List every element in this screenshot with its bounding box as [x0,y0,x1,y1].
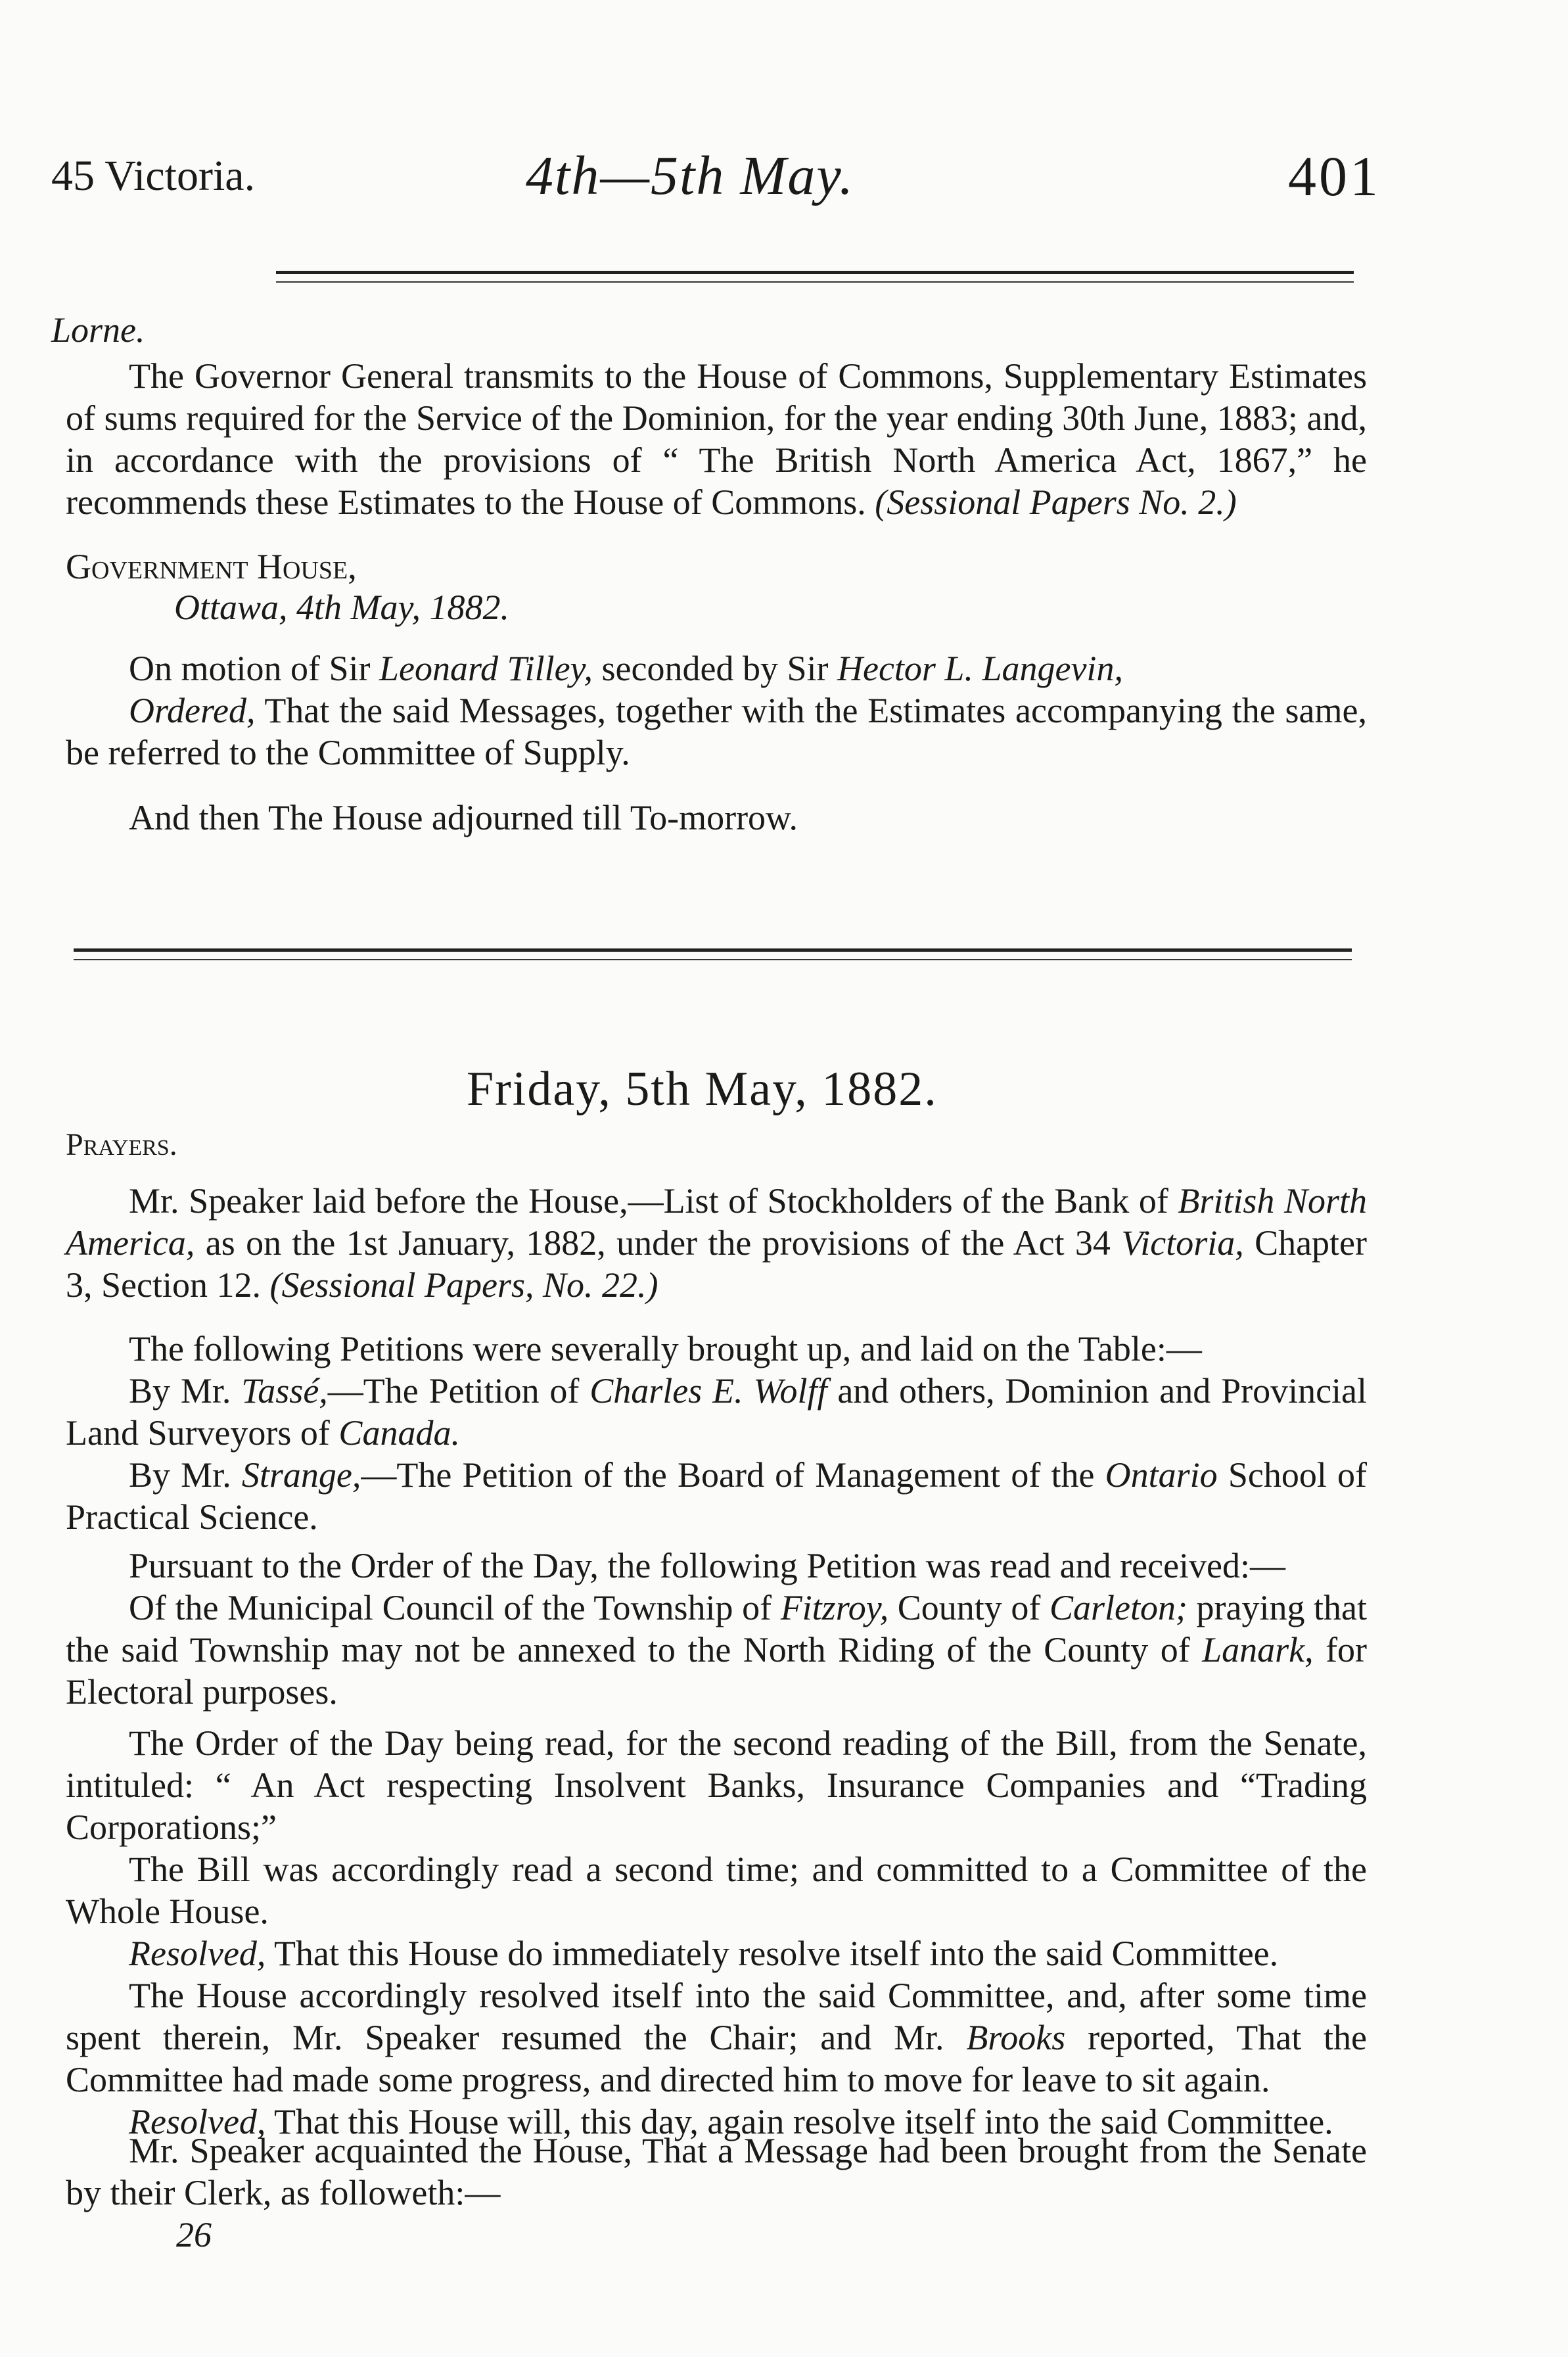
petitions-intro: The following Petitions were severally brought up, and laid on the Table:— [129,1329,1202,1368]
adjournment: And then The House adjourned till To-morrow. [129,798,798,837]
petition-1-member: Tassé, [241,1371,328,1411]
message-signature: Lorne. [51,310,145,350]
message-body [66,355,1367,523]
day-heading: Friday, 5th May, 1882. [467,1062,938,1116]
committee-report-a: The House accordingly resolved itself into the said Committee, and, after some time spent therein, Mr. Speaker resumed the Chair; and Mr. [66,1976,1367,2057]
motion-mid: seconded by Sir [601,649,829,688]
order-petition-intro: Pursuant to the Order of the Day, the following Petition was read and received:— [129,1546,1286,1585]
running-head-session: 45 Victoria. [51,152,256,200]
petitions-block [66,1328,1367,1538]
order-petition-e: praying that the said Township may not be annexed to the North Riding of the County of [66,1588,1368,1669]
section-rule [74,948,1352,952]
petition-1-place: Canada. [338,1413,460,1453]
petition-2-prefix: By Mr. [129,1455,231,1495]
running-head-dates: 4th—5th May. [526,145,854,206]
motion-mover: Leonard Tilley, [379,649,593,688]
page-number: 401 [1288,145,1381,208]
speaker-list-e: Chapter 3, Section 12. [66,1223,1368,1305]
speaker-list-c: as on the 1st January, 1882, under the provisions of the Act 34 [205,1223,1111,1263]
section-rule-thin [74,959,1352,960]
petition-2-place: Ontario [1105,1455,1218,1495]
resolved-2-text: That this House will, this day, again resolve itself into the said Committee. [273,2102,1333,2141]
bill-second-reading: The Order of the Day being read, for the second reading of the Bill, from the Senate, intituled: “ An Act respecting Insolvent Banks, Insurance Companies and “Trading Corporations;” [66,1723,1367,1847]
committee-reporter: Brooks [966,2018,1066,2057]
speaker-list-ref: (Sessional Papers, No. 22.) [269,1265,658,1305]
petition-2-member: Strange, [241,1455,361,1495]
message-place: Government House, [66,547,357,586]
ordered-label: Ordered, [129,691,256,730]
motion-seconder: Hector L. Langevin, [837,649,1123,688]
speaker-list [66,1180,1367,1306]
order-petition-g: for Electoral purposes. [66,1630,1368,1712]
speaker-list-victoria: Victoria, [1121,1223,1244,1263]
order-petition-block [66,1545,1367,1713]
message-dateline: Ottawa, 4th May, 1882. [174,588,509,627]
order-petition-lanark: Lanark, [1202,1630,1314,1669]
petition-1-prefix: By Mr. [129,1371,231,1411]
speaker-list-bank: British North America, [66,1181,1368,1263]
petition-1-text-2: and others, Dominion and Provincial Land Surveyors of [66,1371,1368,1453]
message-body-text: The Governor General transmits to the House of Commons, Supplementary Estimates of sums required for the Service of the Dominion, for the year ending 30th June, 1883; and, in accordance with the provisions of “ The British North America Act, 1867,” he recommends these Estimates to the House of Commons. [66,356,1367,522]
signature-mark: 26 [176,2215,212,2254]
resolved-2-label: Resolved, [129,2102,266,2141]
order-petition-a: Of the Municipal Council of the Township of [129,1588,772,1627]
resolved-1-text: That this House do immediately resolve itself into the said Committee. [273,1934,1279,1973]
prayers-label: Prayers. [66,1127,177,1162]
bill-block [66,1722,1367,2143]
header-rule [276,271,1354,274]
senate-message-block [66,2130,1367,2214]
petition-2-text: —The Petition of the Board of Management of the [361,1455,1095,1495]
header-rule-thin [276,281,1354,283]
order-petition-c: County of [897,1588,1041,1627]
speaker-list-a: Mr. Speaker laid before the House,—List of Stockholders of the Bank of [129,1181,1168,1221]
order-petition-township: Fitzroy, [780,1588,889,1627]
committee-report-b: reported, That the Committee had made some progress, and directed him to move for leave to sit again. [66,2018,1368,2099]
resolved-1-label: Resolved, [129,1934,266,1973]
order-petition-county: Carleton; [1049,1588,1188,1627]
ordered-text: That the said Messages, together with the Estimates accompanying the same, be referred to the Committee of Supply. [66,691,1367,772]
motion-prefix: On motion of Sir [129,649,371,688]
petition-1-petitioner: Charles E. Wolff [589,1371,827,1411]
bill-committed: The Bill was accordingly read a second time; and committed to a Committee of the Whole House. [66,1850,1367,1931]
message-reference: (Sessional Papers No. 2.) [875,482,1237,522]
petition-2-text-2: School of Practical Science. [66,1455,1367,1537]
petition-1-text: —The Petition of [327,1371,580,1411]
senate-message: Mr. Speaker acquainted the House, That a Message had been brought from the Senate by their Clerk, as followeth:— [66,2131,1367,2212]
motion-block [66,647,1367,774]
